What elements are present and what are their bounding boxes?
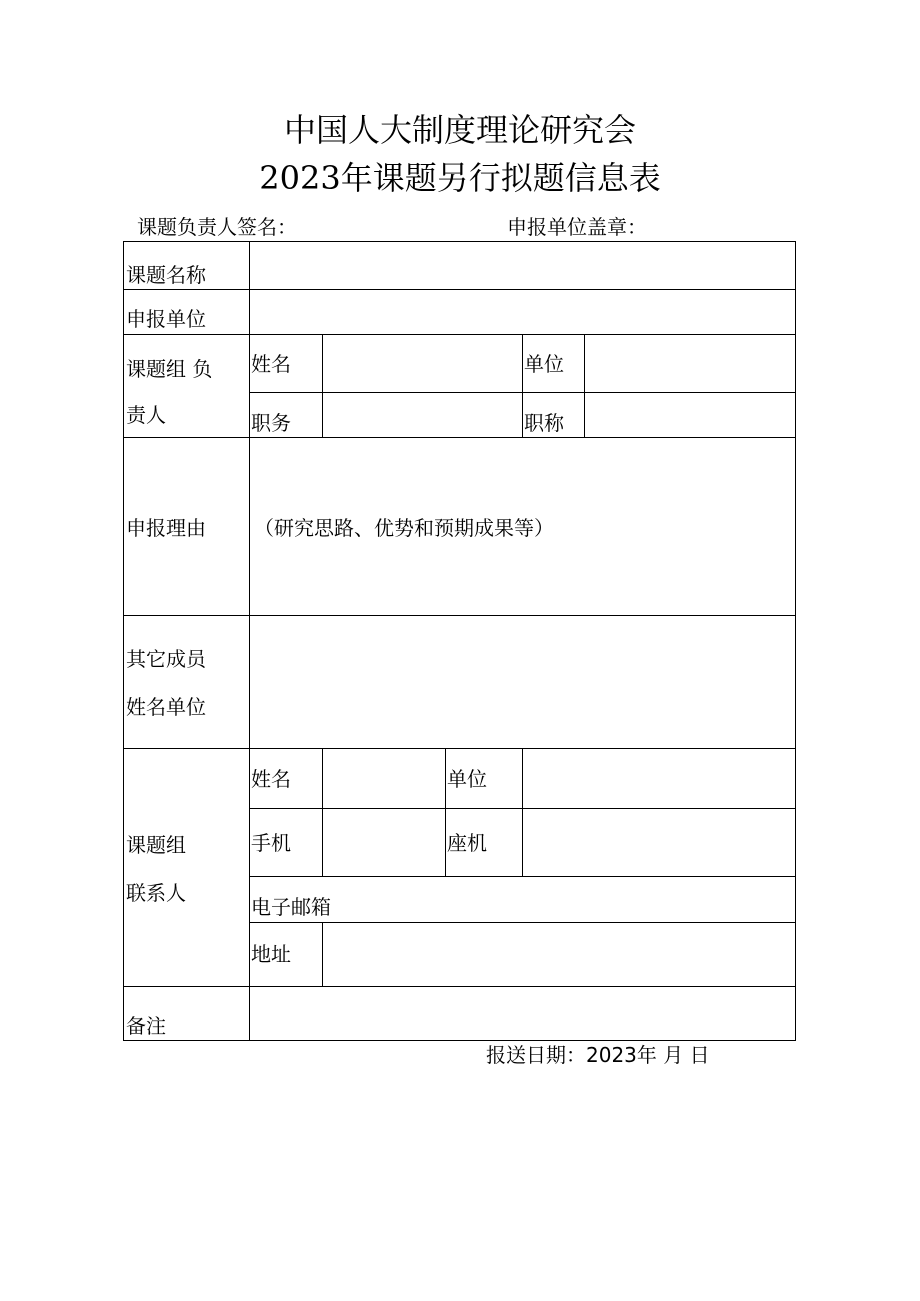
- row-divider: [124, 615, 795, 616]
- contact-group-label-line-2: 联系人: [126, 881, 186, 905]
- contact-mobile-label: 手机: [251, 831, 291, 855]
- leader-name-label: 姓名: [251, 352, 291, 376]
- applicant-unit-label: 申报单位: [126, 307, 206, 331]
- other-members-label-line-1: 其它成员: [126, 647, 206, 671]
- leader-group-label-line-1: 课题组 负: [126, 357, 213, 381]
- topic-name-label: 课题名称: [126, 263, 206, 287]
- row-divider: [124, 437, 795, 438]
- reason-label: 申报理由: [126, 516, 206, 540]
- column-divider: [522, 334, 523, 437]
- row-divider: [124, 289, 795, 290]
- leader-group-label-line-2: 责人: [126, 403, 166, 427]
- row-divider: [249, 922, 795, 923]
- contact-name-label: 姓名: [251, 767, 291, 791]
- leader-unit-label: 单位: [524, 352, 564, 376]
- remarks-label: 备注: [126, 1014, 166, 1038]
- seal-label: 申报单位盖章：: [507, 215, 647, 239]
- column-divider: [522, 748, 523, 876]
- page-title-line-2: 2023年课题另行拟题信息表: [259, 159, 661, 197]
- contact-email-label: 电子邮箱: [251, 895, 331, 919]
- contact-unit-label: 单位: [447, 767, 487, 791]
- contact-address-label: 地址: [251, 942, 291, 966]
- row-divider: [124, 748, 795, 749]
- submission-date: 报送日期：2023年 月 日: [486, 1043, 710, 1067]
- column-divider: [249, 242, 250, 1040]
- column-divider: [445, 748, 446, 876]
- contact-group-label-line-1: 课题组: [126, 833, 186, 857]
- info-form-table: [123, 241, 796, 1041]
- column-divider: [584, 334, 585, 437]
- column-divider: [322, 922, 323, 986]
- reason-hint: （研究思路、优势和预期成果等）: [254, 516, 554, 540]
- leader-title-label: 职称: [524, 411, 564, 435]
- signature-label: 课题负责人签名：: [137, 215, 297, 239]
- other-members-label-line-2: 姓名单位: [126, 695, 206, 719]
- page-title-line-1: 中国人大制度理论研究会: [283, 111, 636, 149]
- column-divider: [322, 748, 323, 876]
- row-divider: [249, 876, 795, 877]
- leader-position-label: 职务: [251, 411, 291, 435]
- row-divider: [124, 334, 795, 335]
- contact-landline-label: 座机: [447, 831, 487, 855]
- row-divider: [124, 986, 795, 987]
- column-divider: [322, 334, 323, 437]
